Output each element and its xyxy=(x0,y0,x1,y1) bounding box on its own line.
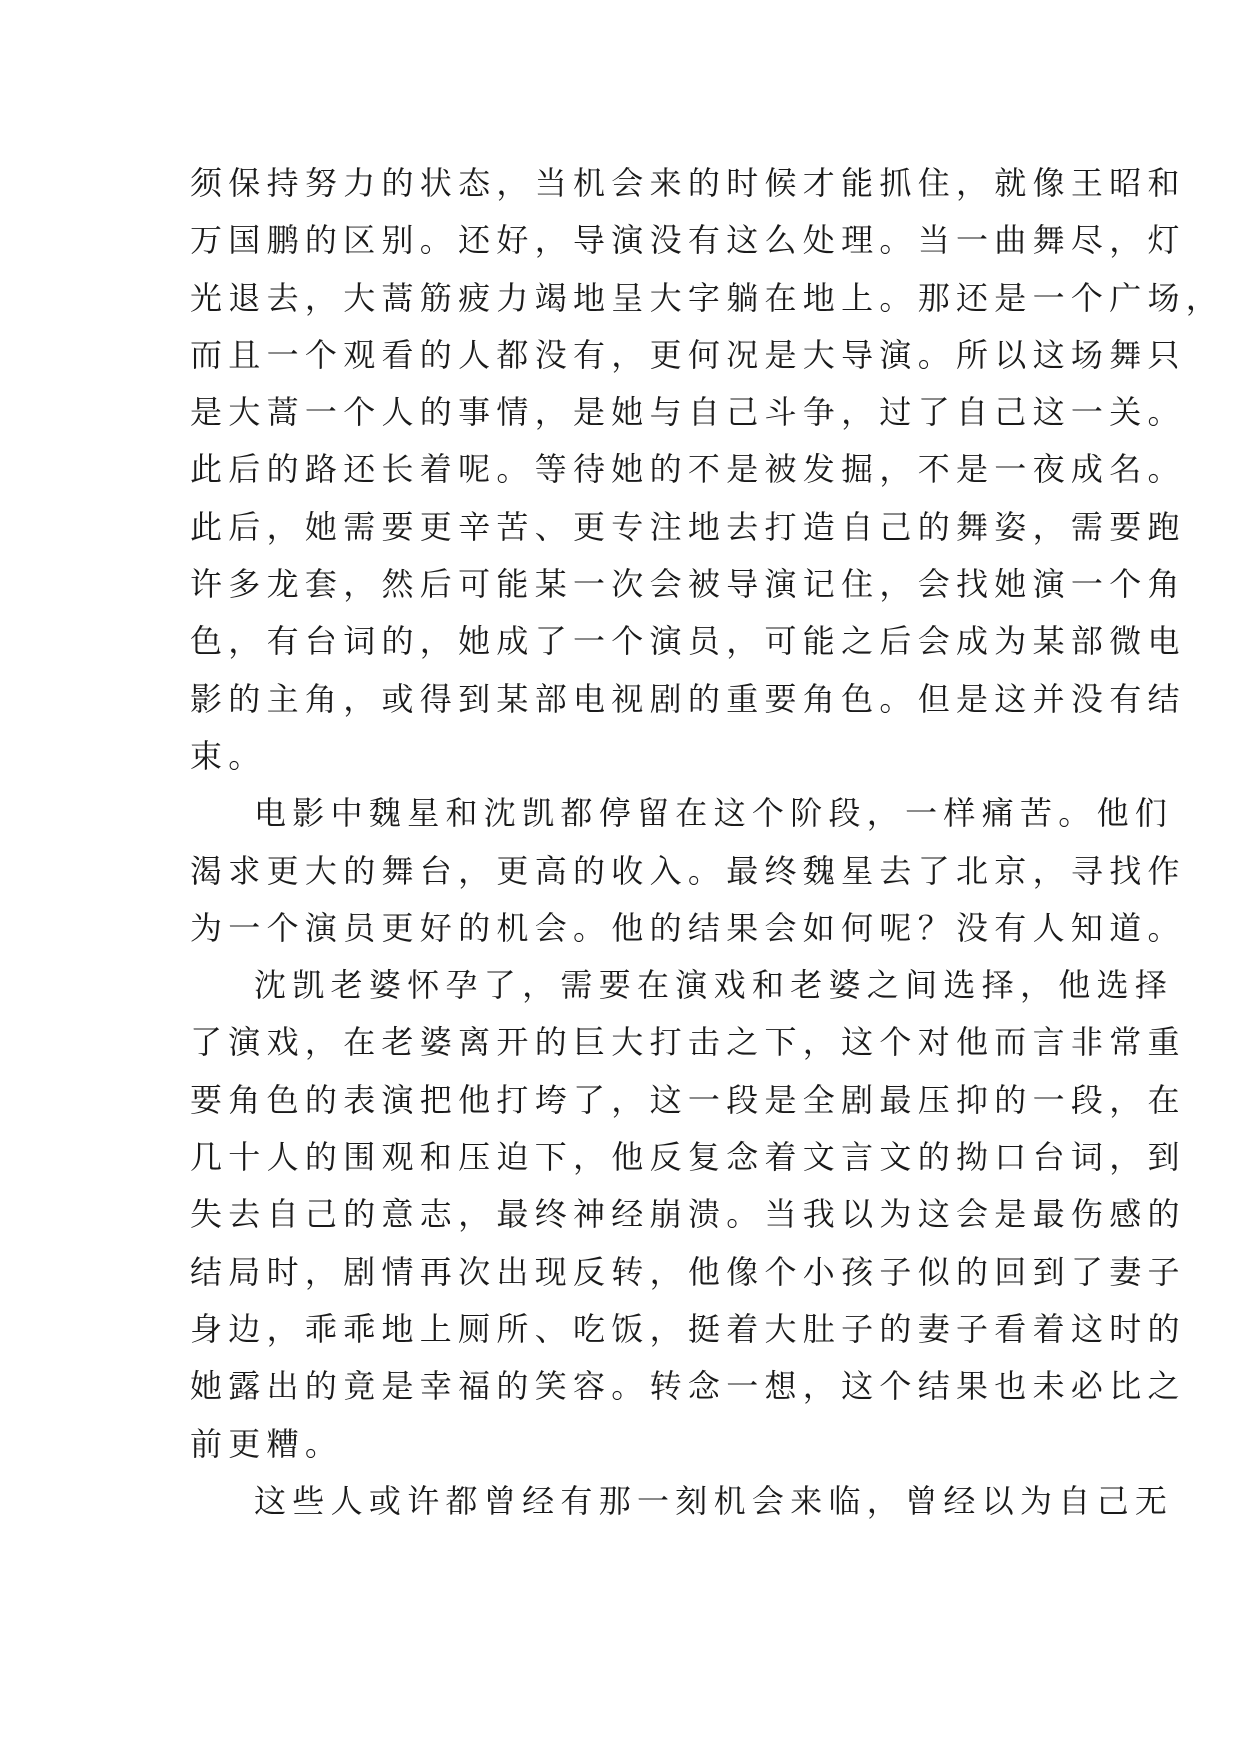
text-line: 束。 xyxy=(190,736,267,775)
text-line: 身边，乖乖地上厕所、吃饭，挺着大肚子的妻子看着这时的 xyxy=(190,1309,1186,1348)
text-line: 失去自己的意志，最终神经崩溃。当我以为这会是最伤感的 xyxy=(190,1195,1186,1234)
text-line: 许多龙套，然后可能某一次会被导演记住，会找她演一个角 xyxy=(190,565,1186,604)
text-line: 要角色的表演把他打垮了，这一段是全剧最压抑的一段，在 xyxy=(190,1080,1186,1119)
text-line: 是大蒿一个人的事情，是她与自己斗争，过了自己这一关。 xyxy=(190,393,1186,432)
paragraph-first-line: 沈凯老婆怀孕了，需要在演戏和老婆之间选择，他选择 xyxy=(254,966,1174,1005)
text-line: 为一个演员更好的机会。他的结果会如何呢？没有人知道。 xyxy=(190,908,1186,947)
paragraph-first-line: 电影中魏星和沈凯都停留在这个阶段，一样痛苦。他们 xyxy=(254,794,1174,833)
text-line: 须保持努力的状态，当机会来的时候才能抓住，就像王昭和 xyxy=(190,164,1186,202)
text-line: 她露出的竟是幸福的笑容。转念一想，这个结果也未必比之 xyxy=(190,1367,1186,1406)
text-line: 了演戏，在老婆离开的巨大打击之下，这个对他而言非常重 xyxy=(190,1023,1186,1062)
text-line: 前更糟。 xyxy=(190,1424,344,1463)
text-line: 影的主角，或得到某部电视剧的重要角色。但是这并没有结 xyxy=(190,679,1186,718)
text-line: 万国鹏的区别。还好，导演没有这么处理。当一曲舞尽，灯 xyxy=(190,221,1186,260)
text-line: 光退去，大蒿筋疲力竭地呈大字躺在地上。那还是一个广场， xyxy=(190,278,1225,317)
document-body xyxy=(190,155,1225,1530)
text-line: 结局时，剧情再次出现反转，他像个小孩子似的回到了妻子 xyxy=(190,1252,1186,1291)
text-line: 色，有台词的，她成了一个演员，可能之后会成为某部微电 xyxy=(190,622,1186,661)
text-line: 几十人的围观和压迫下，他反复念着文言文的拗口台词，到 xyxy=(190,1138,1186,1177)
paragraph-first-line: 这些人或许都曾经有那一刻机会来临，曾经以为自己无 xyxy=(254,1481,1174,1520)
text-line: 此后的路还长着呢。等待她的不是被发掘，不是一夜成名。 xyxy=(190,450,1186,489)
text-line: 渴求更大的舞台，更高的收入。最终魏星去了北京，寻找作 xyxy=(190,851,1186,890)
text-line: 此后，她需要更辛苦、更专注地去打造自己的舞姿，需要跑 xyxy=(190,507,1186,546)
text-line: 而且一个观看的人都没有，更何况是大导演。所以这场舞只 xyxy=(190,335,1186,374)
